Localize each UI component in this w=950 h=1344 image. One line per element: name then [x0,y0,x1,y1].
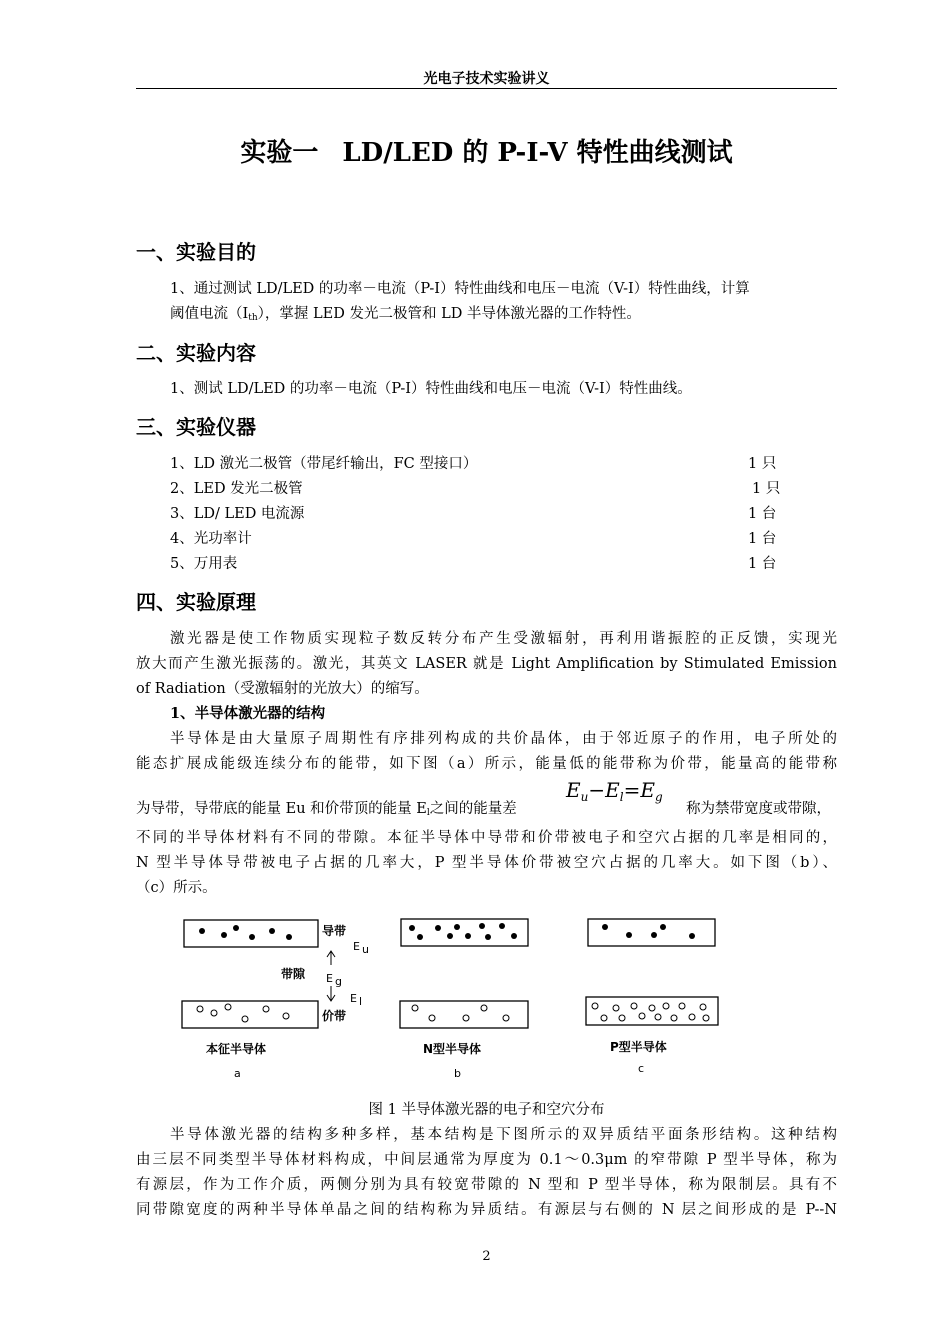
hole [481,1005,487,1011]
hole [211,1010,217,1016]
figure-caption: 图 1 半导体激光器的电子和空穴分布 [368,1102,605,1118]
holes [197,1003,709,1022]
instrument-item: 5、万用表 [170,556,238,572]
principle-p1-line: 放大而产生激光振荡的。激光，其英文 LASER 就是 Light Amplification by Stimulated Emission [136,656,837,672]
principle-p3-line: 有源层，作为工作介质，两侧分别为具有较宽带隙的 N 型和 P 型半导体，称为限制层。具有不 [136,1177,837,1193]
valence-band-label: 价带 [322,1009,347,1023]
electron [233,925,239,931]
electron [269,928,275,934]
hole [631,1003,637,1009]
letter-a: a [234,1067,241,1080]
principle-p2-line: 不同的半导体材料有不同的带隙。本征半导体中导带和价带被电子和空穴占据的几率是相同的， [136,830,837,846]
hole [679,1003,685,1009]
instrument-qty: 1 台 [748,531,777,547]
instrument-qty: 1 只 [748,456,777,472]
electron [689,933,695,939]
electron [417,934,423,940]
eg-sub: g [335,975,342,988]
n-type-label: N型半导体 [423,1042,482,1056]
page-title [136,132,837,169]
instrument-item: 1、LD 激光二极管（带尾纤输出，FC 型接口） [170,456,478,472]
electron [602,924,608,930]
hole [639,1013,645,1019]
hole [671,1015,677,1021]
electron [465,933,471,939]
electron [454,924,460,930]
hole [649,1005,655,1011]
instrument-qty: 1 台 [748,556,777,572]
electron [221,932,227,938]
bandgap-formula: $E_u-E_l=E_g$ [566,778,663,804]
heading-principle: 四、实验原理 [136,590,256,614]
hole [197,1006,203,1012]
running-header: 光电子技术实验讲义 [423,71,550,87]
n-type-conduction-band [401,919,528,946]
heading-content: 二、实验内容 [136,341,256,365]
principle-p2-line: （c）所示。 [136,880,217,896]
heading-instruments: 三、实验仪器 [136,415,256,439]
hole [663,1003,669,1009]
electron [651,932,657,938]
principle-p2-line: 能态扩展成能级连续分布的能带，如下图（a）所示，能量低的能带称为价带，能量高的能带称 [136,756,837,772]
hole [429,1015,435,1021]
subheading-laser-structure: 1、半导体激光器的结构 [170,705,326,722]
hole [613,1005,619,1011]
electron [435,925,441,931]
eg-letter: E [326,972,333,985]
hole [655,1014,661,1020]
band-diagram-figure [176,910,736,1085]
purpose-line-2: 阈值电流$(I_{th})$，掌握 LED 发光二极管和 LD 半导体激光器的工作特性。 [170,306,641,323]
hole [463,1015,469,1021]
eu-letter: E [353,940,360,953]
el-sub: l [359,995,363,1008]
principle-p3-line: 由三层不同类型半导体材料构成，中间层通常为厚度为 0.1～0.3μm 的窄带隙 P 型半导体，称为 [136,1152,837,1168]
page-number: 2 [482,1249,491,1264]
hole [242,1016,248,1022]
electron [479,923,485,929]
hole [619,1015,625,1021]
principle-p3-line: 半导体激光器的结构多种多样，基本结构是下图所示的双异质结平面条形结构。这种结构 [170,1127,837,1143]
p-type-conduction-band [588,919,715,946]
intrinsic-conduction-band [184,920,318,947]
instrument-item: 4、光功率计 [170,531,252,547]
electron [499,923,505,929]
principle-p2-line: 半导体是由大量原子周期性有序排列构成的共价晶体，由于邻近原子的作用，电子所处的 [170,731,837,747]
instrument-item: 3、LD/ LED 电流源 [170,506,305,522]
principle-p3-line: 同带隙宽度的两种半导体单晶之间的结构称为异质结。有源层与右侧的 N 层之间形成的是 P--N [136,1202,837,1218]
hole [503,1015,509,1021]
title-part-1: 实验一 [240,138,319,168]
principle-p2-line: 称为禁带宽度或带隙， [686,801,831,817]
intrinsic-label: 本征半导体 [206,1042,267,1056]
letter-b: b [454,1067,461,1080]
hole [703,1015,709,1021]
purpose-line-1: 1、通过测试 LD/LED 的功率－电流（P-I）特性曲线和电压－电流（V-I）特性曲线，计算 [170,281,750,297]
eu-sub: u [362,943,369,956]
electron [626,932,632,938]
electron [485,934,491,940]
hole [283,1013,289,1019]
principle-p1-line: of Radiation（受激辐射的光放大）的缩写。 [136,681,429,697]
intrinsic-valence-band [182,1001,318,1028]
electron [286,934,292,940]
principle-p1-line: 激光器是使工作物质实现粒子数反转分布产生受激辐射，再利用谐振腔的正反馈，实现光 [170,631,837,647]
electron [249,934,255,940]
instrument-qty: 1 台 [748,506,777,522]
hole [689,1014,695,1020]
hole [601,1015,607,1021]
band-gap-label: 带隙 [281,967,306,981]
heading-purpose: 一、实验目的 [136,240,256,264]
letter-c: c [638,1062,645,1075]
el-letter: E [350,992,357,1005]
electron [409,925,415,931]
electron [447,933,453,939]
electron [511,933,517,939]
hole [412,1005,418,1011]
hole [263,1006,269,1012]
n-type-valence-band [400,1001,528,1028]
header-rule [136,88,837,89]
electron [199,928,205,934]
title-part-2: LD/LED 的 P-I-V 特性曲线测试 [342,138,733,168]
p-type-label: P型半导体 [610,1040,667,1054]
electrons [199,923,695,940]
hole [225,1004,231,1010]
instrument-item: 2、LED 发光二极管 [170,481,303,497]
conduction-band-label: 导带 [322,924,347,938]
principle-p2-line: 为导带，导带底的能量 Eu 和价带顶的能量 $E_l$之间的能量差 [136,801,517,818]
hole [592,1003,598,1009]
content-line-1: 1、测试 LD/LED 的功率－电流（P-I）特性曲线和电压－电流（V-I）特性曲线。 [170,381,692,397]
electron [660,924,666,930]
hole [700,1004,706,1010]
instrument-qty: 1 只 [752,481,781,497]
principle-p2-line: N 型半导体导带被电子占据的几率大，P 型半导体价带被空穴占据的几率大。如下图（b）、 [136,855,837,871]
